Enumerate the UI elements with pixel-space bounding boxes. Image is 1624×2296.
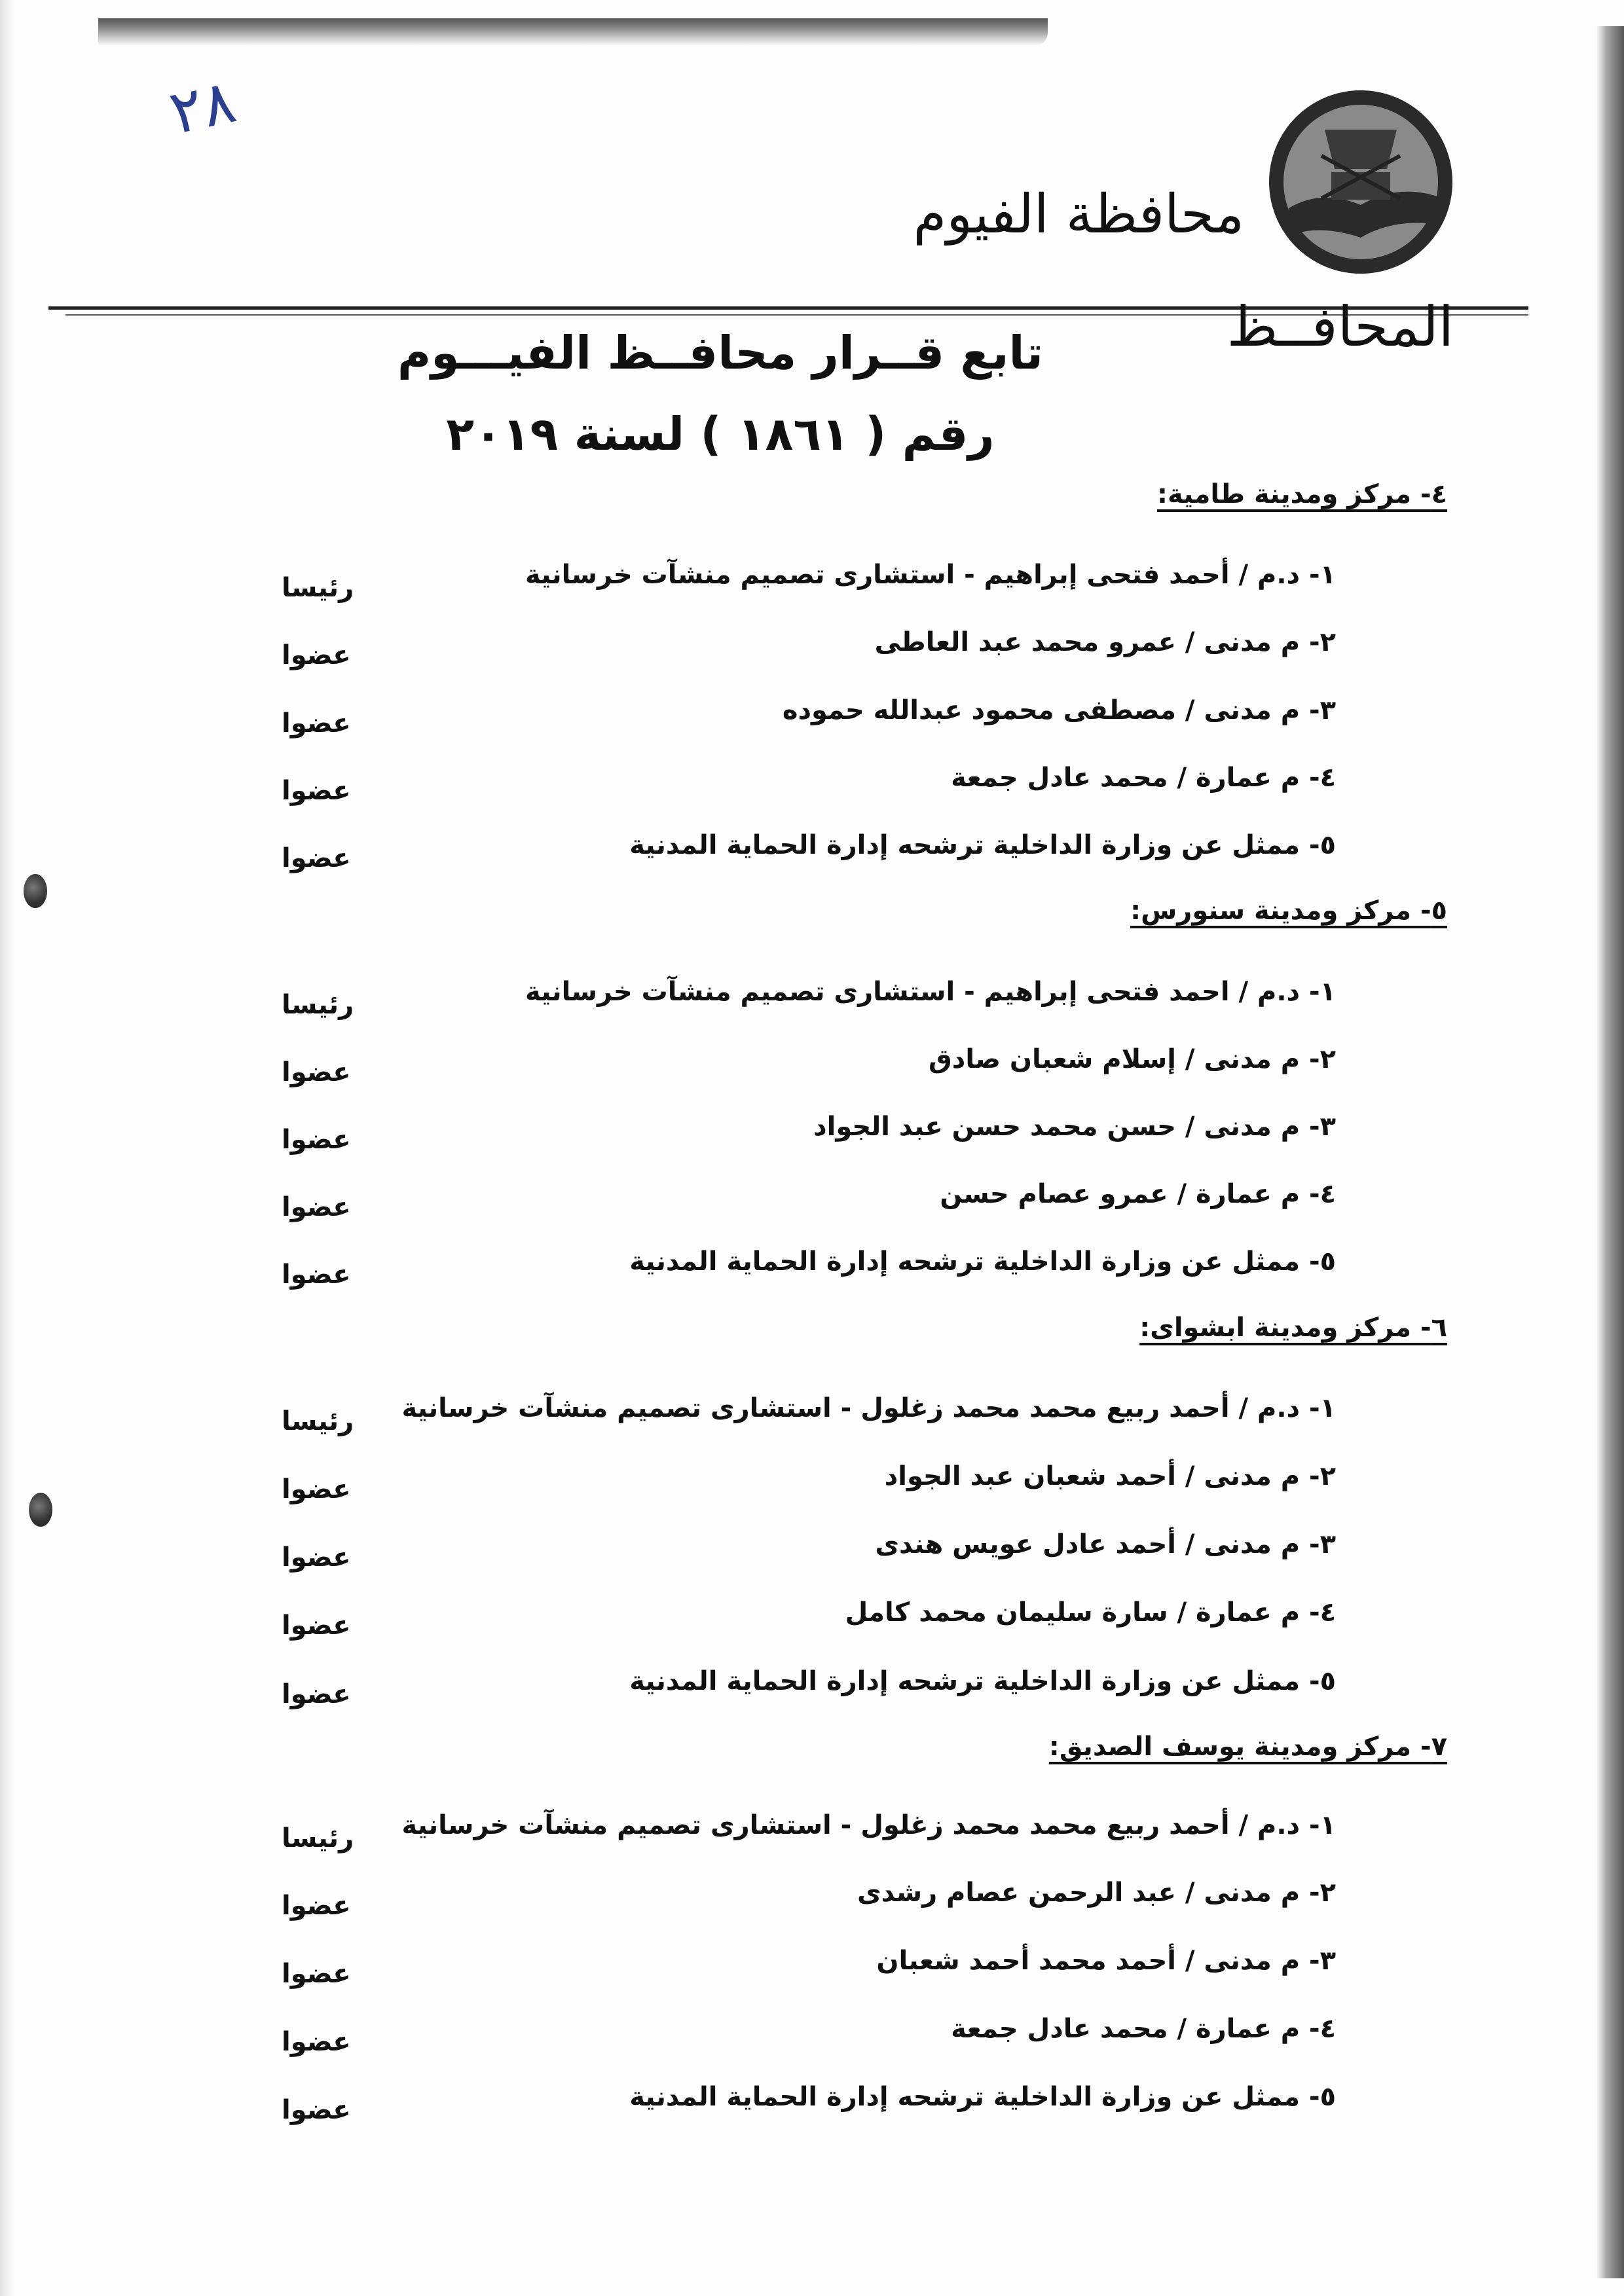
section-heading-tamiya: ٤- مركز ومدينة طامية: — [1157, 479, 1447, 509]
member-role: عضوا — [282, 1192, 351, 1222]
member-role: رئيسا — [282, 990, 354, 1020]
member-role: عضوا — [282, 708, 351, 738]
member-row: ٤- م عمارة / سارة سليمان محمد كامل — [845, 1597, 1336, 1628]
member-row: ٥- ممثل عن وزارة الداخلية ترشحه إدارة الحماية المدنية — [629, 1666, 1336, 1696]
member-row: ١- د.م / أحمد ربيع محمد محمد زغلول - استشارى تصميم منشآت خرسانية — [401, 1393, 1336, 1423]
member-row: ٢- م مدنى / إسلام شعبان صادق — [929, 1044, 1336, 1074]
decision-number: رقم ( ١٨٦١ ) لسنة ٢٠١٩ — [446, 407, 995, 461]
member-row: ٤- م عمارة / عمرو عصام حسن — [940, 1179, 1336, 1209]
governorate-emblem-icon — [1263, 84, 1459, 280]
member-row: ٤- م عمارة / محمد عادل جمعة — [951, 2014, 1336, 2044]
member-role: رئيسا — [282, 573, 354, 603]
member-role: عضوا — [282, 1891, 351, 1921]
member-row: ٤- م عمارة / محمد عادل جمعة — [951, 763, 1336, 793]
member-row: ١- د.م / احمد فتحى إبراهيم - استشارى تصميم منشآت خرسانية — [525, 977, 1336, 1007]
section-heading-ibshaway: ٦- مركز ومدينة ابشواى: — [1139, 1313, 1447, 1343]
member-role: رئيسا — [282, 1406, 354, 1436]
member-row: ٥- ممثل عن وزارة الداخلية ترشحه إدارة الحماية المدنية — [629, 1247, 1336, 1277]
decision-title: تابع قــرار محافــظ الفيـــوم — [397, 326, 1044, 380]
member-row: ٥- ممثل عن وزارة الداخلية ترشحه إدارة الحماية المدنية — [629, 2082, 1336, 2112]
member-role: عضوا — [282, 1125, 351, 1155]
scan-right-edge — [1596, 26, 1624, 2278]
member-role: عضوا — [282, 1542, 351, 1573]
section-heading-yousef-elseddik: ٧- مركز ومدينة يوسف الصديق: — [1048, 1732, 1447, 1762]
member-role: عضوا — [282, 1959, 351, 1989]
scan-left-edge — [0, 0, 14, 2296]
member-row: ٥- ممثل عن وزارة الداخلية ترشحه إدارة الحماية المدنية — [629, 830, 1336, 860]
handwritten-page-mark: ٢٨ — [163, 65, 242, 149]
member-role: عضوا — [282, 843, 351, 873]
member-role: عضوا — [282, 2095, 351, 2125]
member-role: عضوا — [282, 1679, 351, 1709]
member-role: عضوا — [282, 1474, 351, 1504]
member-row: ٣- م مدنى / أحمد عادل عويس هندى — [875, 1529, 1336, 1559]
member-role: عضوا — [282, 1057, 351, 1087]
member-row: ٢- م مدنى / عمرو محمد عبد العاطى — [874, 627, 1336, 657]
member-row: ٢- م مدنى / عبد الرحمن عصام رشدى — [857, 1878, 1336, 1908]
punch-hole-bottom — [29, 1493, 52, 1527]
member-row: ٣- م مدنى / حسن محمد حسن عبد الجواد — [813, 1112, 1336, 1142]
member-role: عضوا — [282, 1611, 351, 1641]
member-row: ٣- م مدنى / أحمد محمد أحمد شعبان — [876, 1946, 1336, 1976]
member-row: ١- د.م / أحمد فتحى إبراهيم - استشارى تصميم منشآت خرسانية — [525, 560, 1336, 590]
member-role: عضوا — [282, 1260, 351, 1290]
section-heading-sinnuris: ٥- مركز ومدينة سنورس: — [1130, 896, 1447, 926]
member-role: رئيسا — [282, 1823, 354, 1853]
member-row: ٣- م مدنى / مصطفى محمود عبدالله حموده — [782, 695, 1336, 725]
scan-top-shadow — [98, 18, 1048, 46]
member-role: عضوا — [282, 2027, 351, 2057]
governorate-name: محافظة الفيوم — [913, 183, 1244, 246]
member-row: ٢- م مدنى / أحمد شعبان عبد الجواد — [884, 1461, 1336, 1491]
governor-label: المحافــظ — [1227, 295, 1454, 359]
member-row: ١- د.م / أحمد ربيع محمد محمد زغلول - استشارى تصميم منشآت خرسانية — [401, 1810, 1336, 1840]
member-role: عضوا — [282, 640, 351, 670]
punch-hole-top — [24, 874, 47, 908]
member-role: عضوا — [282, 776, 351, 806]
